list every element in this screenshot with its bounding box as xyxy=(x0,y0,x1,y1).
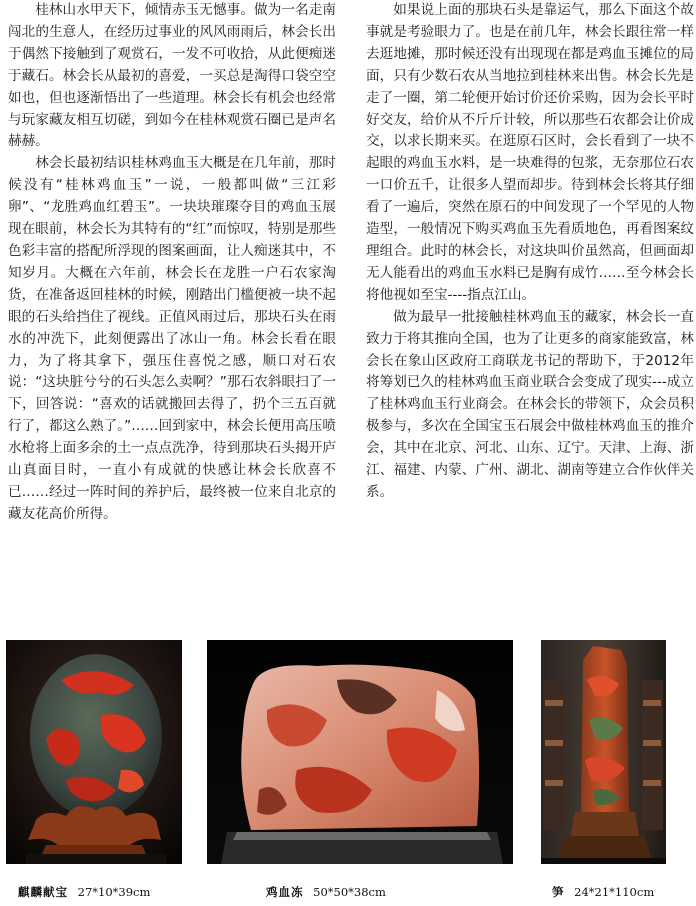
caption-name: 麒麟献宝 xyxy=(18,885,68,899)
caption-size: 24*21*110cm xyxy=(574,885,655,899)
paragraph: 如果说上面的那块石头是靠运气，那么下面这个故事就是考验眼力了。也是在前几年，林会长跟往常一样去逛地摊，那时候还没有出现现在都是鸡血玉摊位的局面，只有少数石农从当地拉到桂林来出售。林会长先是走了一圈，第二轮便开始讨价还价采购，因为会长平时好交友，给价从不斤斤计较，所以那些石农都会让价成交，以求长期来买。在逛原石区时，会长看到了一块不起眼的鸡血玉水料，是一块难得的包浆，无奈那位石农一口价五千，让很多人望而却步。待到林会长将其仔细看了一遍后，突然在原石的中间发现了一个罕见的人物造型，一般情况下购买鸡血玉先看质地色，再看图案纹理组合。此时的林会长，对这块叫价虽然高，但画面却无人能看出的鸡血玉水料已是胸有成竹……至今林会长将他视如至宝----指点江山。 xyxy=(366,2,694,303)
paragraph: 做为最早一批接触桂林鸡血玉的藏家，林会长一直致力于将其推向全国，也为了让更多的商家能致富，林会长在象山区政府工商联龙书记的帮助下，于2012年将筹划已久的桂林鸡血玉商业联合会变成了现实---成立了桂林鸡血玉行业商会。在林会长的带领下，众会员积极参与，多次在全国宝玉石展会中做桂林鸡血玉的推介会，其中在北京、河北、山东、辽宁。天津、上海、浙江、福建、内蒙、广州、湖北、湖南等建立合作伙伴关系。 xyxy=(366,308,694,500)
photo-qilin-stone xyxy=(6,640,182,864)
caption-jixuedong xyxy=(266,884,386,900)
caption-qilin xyxy=(18,884,150,900)
paragraph: 桂林山水甲天下，倾情赤玉无憾事。做为一名走南闯北的生意人，在经历过事业的风风雨雨后，林会长出于偶然下接触到了观赏石，一发不可收拾，从此便痴迷于藏石。林会长从最初的喜爱，一买总是淘得口袋空空如也，但也逐渐悟出了一些道理。林会长有机会也经常与玩家藏友相互切磋，到如今在桂林观赏石圈已是声名赫赫。 xyxy=(8,2,336,150)
caption-size: 50*50*38cm xyxy=(313,885,386,899)
caption-size: 27*10*39cm xyxy=(77,885,151,899)
photo-jixuedong-stone xyxy=(207,640,513,864)
caption-sun xyxy=(552,884,654,900)
caption-name: 笋 xyxy=(552,885,565,899)
article-left-column xyxy=(8,0,336,526)
photo-sun-stone xyxy=(541,640,666,864)
article-right-column xyxy=(366,0,694,504)
caption-name: 鸡血冻 xyxy=(266,885,304,899)
paragraph: 林会长最初结识桂林鸡血玉大概是在几年前，那时候没有“桂林鸡血玉”一说，一般都叫做“三江彩卵”、“龙胜鸡血红碧玉”。一块块璀璨夺目的鸡血玉展现在眼前，林会长为其特有的“红”而惊叹，特别是那些色彩丰富的搭配所浮现的图案画面，让人痴迷其中，不知岁月。大概在六年前，林会长在龙胜一户石农家淘货，在准备返回桂林的时候，刚踏出门槛便被一块不起眼的石头给挡住了视线。正值风雨过后，那块石头在雨水的冲洗下，此刻便露出了冰山一角。林会长看在眼力，为了将其拿下，强压住喜悦之感，顺口对石农说：“这块脏兮兮的石头怎么卖啊？”那石农斜眼扫了一下，回答说：“喜欢的话就搬回去得了，扔个三五百就行了，都这么熟了。”……回到家中，林会长便用高压喷水枪将上面多余的土一点点洗净，待到那块石头揭开庐山真面目时，一直小有成就的快感让林会长欣喜不已……经过一阵时间的养护后，最终被一位来自北京的藏友花高价所得。 xyxy=(8,155,336,522)
